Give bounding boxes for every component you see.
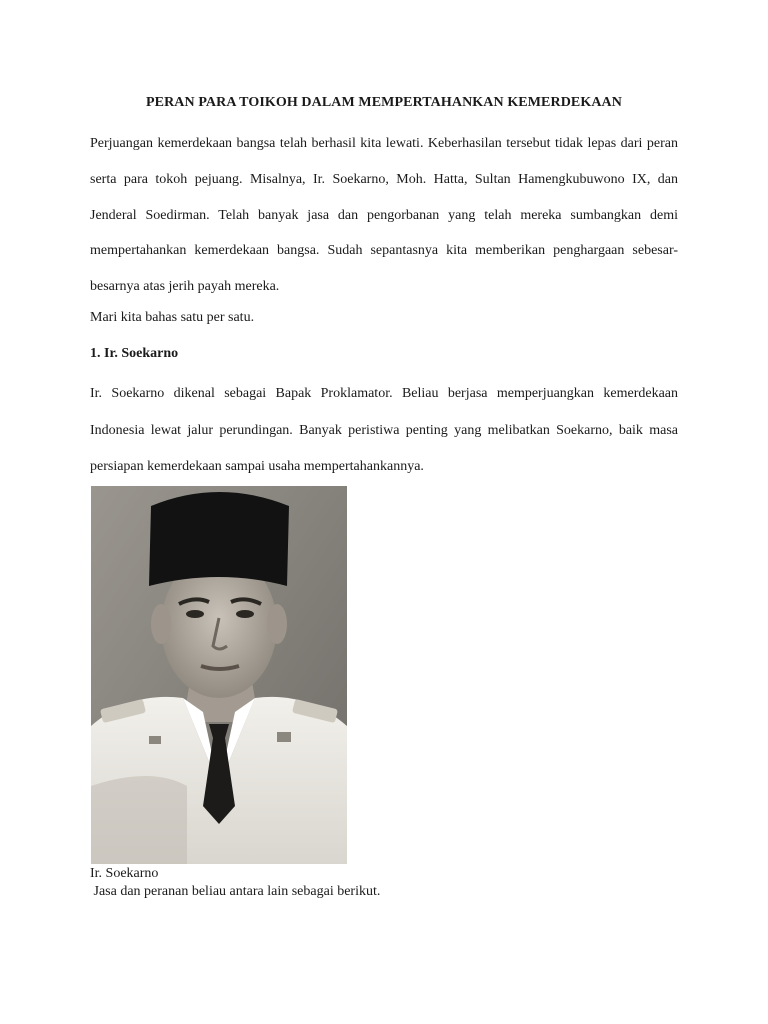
photo-caption: Ir. Soekarno (90, 866, 159, 881)
section-heading: 1. Ir. Soekarno (90, 346, 179, 361)
portrait-photo (91, 486, 347, 864)
intro-paragraph: Perjuangan kemerdekaan bangsa telah berhasil kita lewati. Keberhasilan tersebut tidak lepas dari peran serta para tokoh pejuang. Misalnya, Ir. Soekarno, Moh. Hatta, Sultan Hamengkubuwono IX, dan Jenderal Soedirman. Telah banyak jasa dan pengorbanan yang telah mereka sumbangkan demi mempertahankan kemerdekaan bangsa. Sudah sepantasnya kita memberikan penghargaan sebesar-besarnya atas jerih payah mereka. (90, 136, 678, 295)
section-paragraph: Ir. Soekarno dikenal sebagai Bapak Proklamator. Beliau berjasa memperjuangkan kemerdekaan Indonesia lewat jalur perundingan. Banyak peristiwa penting yang melibatkan Soekarno, baik masa persiapan kemerdekaan sampai usaha mempertahankannya. (90, 386, 678, 474)
document-title: PERAN PARA TOIKOH DALAM MEMPERTAHANKAN KEMERDEKAAN (146, 95, 622, 110)
transition-line: Mari kita bahas satu per satu. (90, 310, 255, 325)
closing-line: Jasa dan peranan beliau antara lain sebagai berikut. (90, 884, 381, 899)
